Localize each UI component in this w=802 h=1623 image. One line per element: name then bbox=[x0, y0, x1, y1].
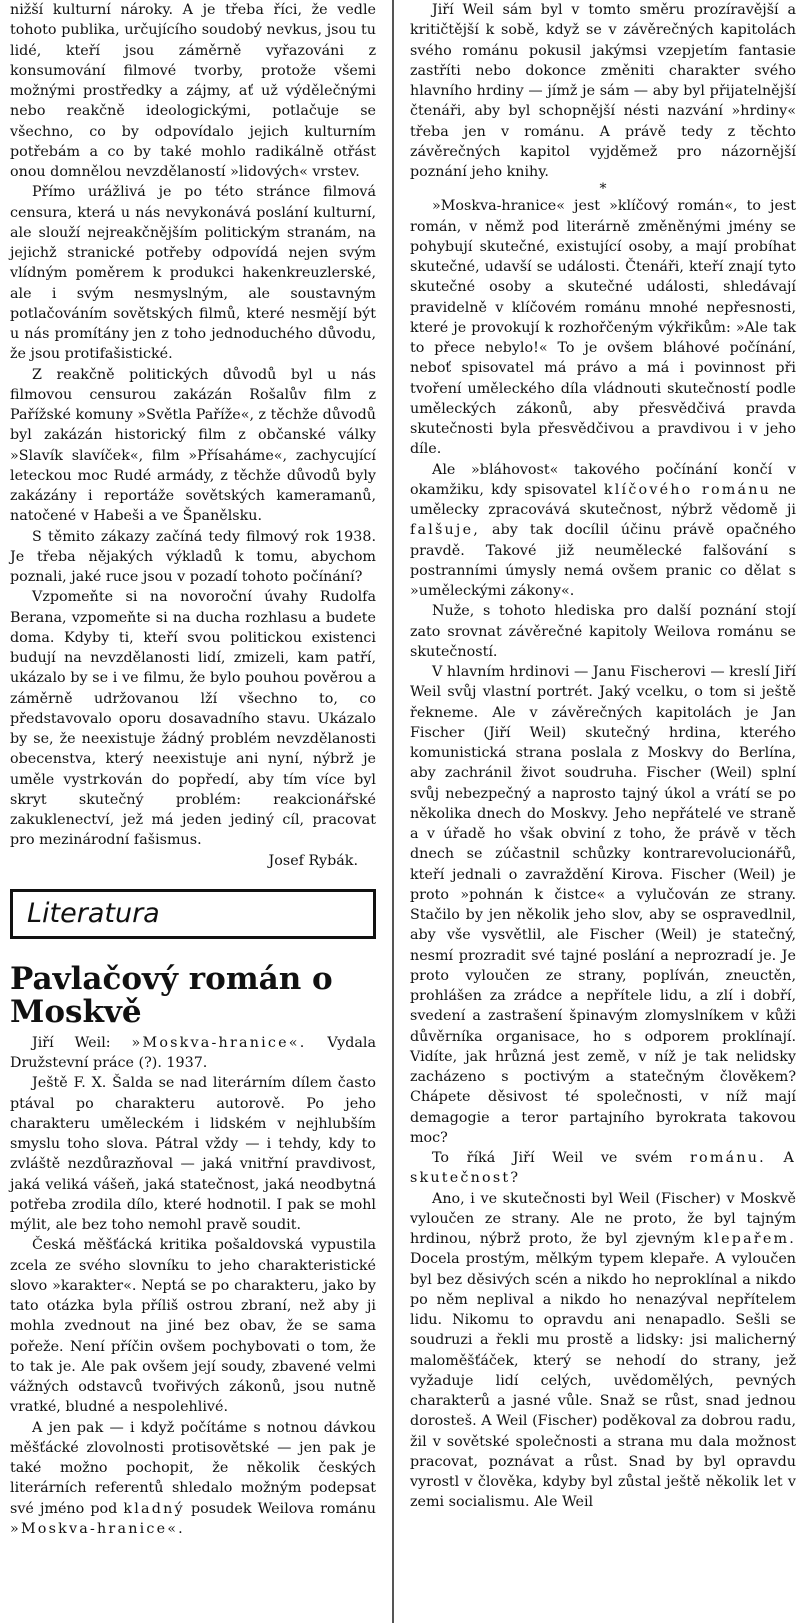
right-column bbox=[410, 0, 796, 1513]
paragraph: Přímo urážlivá je po této stránce filmová censura, která u nás nevykonává poslání kulturní, ale slouží nejreakčnějším politickým stranám, na jejichž stranické potřeby odpovídá nejen svým vlídným poměrem k produkci hakenkreuzlerské, ale i svým nesmyslným, ale soustavným potlačováním sovětských filmů, které nesmějí být u nás promítány jen z toho jednoduchého důvodu, že jsou protifašistické. bbox=[10, 184, 376, 363]
section-star: * bbox=[599, 181, 607, 198]
book-publisher: Vydala Družstevní práce (?). 1937. bbox=[10, 1034, 377, 1071]
paragraph: Česká měšťácká kritika pošaldovská vypustila zcela ze svého slovníku to jeho charakteristické slovo »karakter«. Neptá se po charakteru, jako by tato otázka byla příliš ostrou zbraní, než aby ji mohla zvednout na jiné bez obav, že se sama pořeže. Není příčin ovšem pochybovati o tom, že to tak je. Ale pak ovšem její soudy, zbavené velmi vážných odstavců tvořivých zákonů, jsou nutně vratké, bludné a nespolehlivé. bbox=[10, 1237, 376, 1416]
book-title: »Moskva-hranice«. bbox=[131, 1034, 307, 1051]
paragraph: Vzpomeňte si na novoroční úvahy Rudolfa Berana, vzpomeňte si na ducha rozhlasu a budete doma. Kdyby ti, kteří svou politickou existenci budují na nevzdělanosti lidí, zmizeli, kam patří, ukázalo by se i ve filmu, že bylo pouhou pověrou a záměrně udržovanou lží všechno to, co představovalo oporu dosavadního stavu. Ukázalo by se, že neexistuje žádný problém nevzdělanosti obecenstva, který neexistuje ani nyní, nýbrž je uměle vystrkován do popředí, aby tím více byl skryt skutečný problém: reakcionářské zakuklenectví, jež má jeden jediný cíl, pracovat pro mezinárodní fašismus. bbox=[10, 589, 376, 849]
paragraph: Nuže, s tohoto hlediska pro další poznání stojí zato srovnat závěrečné kapitoly Weilova románu se skutečností. bbox=[410, 603, 796, 660]
paragraph: Z reakčně politických důvodů byl u nás filmovou censurou zakázán Rošalův film z Pařížské komuny »Světla Paříže«, z těchže důvodů byl zakázán historický film z občanské války »Slavík slavíček«, film »Přísaháme«, zachycující leteckou moc Rudé armády, z těchže důvodů byly zakázány i reportáže sovětských kameramanů, natočené v Habeši a ve Španělsku. bbox=[10, 366, 376, 525]
section-label: Literatura bbox=[27, 897, 160, 929]
paragraph: »Moskva-hranice« jest »klíčový román«, to jest román, v němž pod literárně změněnými jmény se pohybují skutečné, existující osoby, a mají probíhat skutečné, udavší se události. Čtenáři, kteří znají tyto skutečné osoby a skutečné události, shledávají pravidelně v klíčovém románu mnohé nepřesnosti, které je provokují k rozhořčeným výkřikům: »Ale tak to přece nebylo!« To je ovšem bláhové počínání, neboť spisovatel má právo a má i povinnost při tvoření uměleckého díla vládnouti skutečností podle uměleckých zákonů, aby přesvědčivá pravda skutečnosti byla přesvědčivou a pravdivou i v jeho díle. bbox=[410, 198, 796, 458]
article-headline: Pavlačový román o Moskvě bbox=[10, 960, 333, 1030]
section-header-box bbox=[10, 889, 376, 939]
book-info bbox=[10, 1033, 376, 1074]
column-divider bbox=[392, 0, 394, 1623]
paragraph: S těmito zákazy začíná tedy filmový rok 1938. Je třeba nějakých výkladů k tomu, abychom poznali, jaké ruce jsou v pozadí tohoto počínání? bbox=[10, 528, 376, 585]
paragraph: Ještě F. X. Šalda se nad literárním dílem často ptával po charakteru autorově. Po jeho charakteru uměleckém i lidském v nejhlubším smyslu toho slova. Pátral vždy — i tehdy, kdy to zvláště nezdůrazňoval — jaká vnitřní pravdivost, jaká veliká vášeň, jaká statečnost, jaká neodbytná potřeba zrodila dílo, které hodnotil. I pak se mohl mýlit, ale bez toho nemohl pravě soudit. bbox=[10, 1075, 376, 1233]
paragraph: V hlavním hrdinovi — Janu Fischerovi — kreslí Jiří Weil svůj vlastní portrét. Jaký vcelku, o tom si ještě řekneme. Ale v závěrečných kapitolách je Jan Fischer (Jiří Weil) skutečný hrdina, kterého komunistická strana poslala z Moskvy do Berlína, aby zachránil život soudruha. Fischer (Weil) splní svůj nebezpečný a naprosto tajný úkol a vrátí se po několika dnech do Moskvy. Jeho nepřátelé ve straně a v úřadě ho však obviní z toho, že právě v těch dnech se zúčastnil schůzky kontrarevolucionářů, kteří jednali o zavraždění Kirova. Fischer (Weil) je proto »pohnán k čistce« a vylučován ze strany. Stačilo by jen několik jeho slov, aby se ospravedlnil, aby vše vysvětlil, ale Fischer (Weil) je statečný, nesmí prozradit své tajné poslání a neprozradí je. Je proto vyloučen ze strany, poplíván, zneuctěn, prohlášen za zrádce a nepřítele lidu, a zlí i dobří, svedení a zastrašení špinavým zlomyslníkem v kůži důvěrníka organisace, ho s odporem proklínají. Vidíte, jak hrůzná jest země, v níž je tak nelidsky zacházeno s poctivým a statečným člověkem? Chápete děsivost té společnosti, v níž mají demagogie a teror partajního byrokrata takovou moc? bbox=[410, 664, 796, 1146]
signature: Josef Rybák. bbox=[268, 852, 358, 869]
book-author: Jiří Weil: bbox=[32, 1034, 111, 1051]
paragraph: Jiří Weil sám byl v tomto směru prozíravější a kritičtější k sobě, když se v závěrečných kapitolách svého románu pokusil jakýmsi vzepjetím fantasie zastříti nebo dokonce změniti charakter svého hlavního hrdiny — jímž je sám — aby byl přijatelnější čtenáři, aby byl schopnější nésti nazvání »hrdiny« třeba jen v románu. A právě tedy z těchto závěrečných kapitol vyjděmež pro názornější poznání jeho knihy. bbox=[410, 2, 796, 180]
left-column bbox=[10, 0, 376, 1539]
paragraph: Ano, i ve skutečnosti byl Weil (Fischer) v Moskvě vyloučen ze strany. Ale ne proto, že byl tajným hrdinou, nýbrž proto, že byl zjevným klepařem. Docela prostým, mělkým typem klepaře. A vyloučen byl bez děsivých scén a nikdo ho neproklínal a nikdo po něm neplival a nikdo ho nenazýval nepřítelem lidu. Nikomu to opravdu ani nenapadlo. Sešli se soudruzi a řekli mu prostě a lidsky: jsi malicherný maloměšťáček, který se nehodí do strany, jež vyžaduje lidí celých, uvědomělých, pevných charakterů a jasné vůle. Snaž se růst, snad jednou dorosteš. A Weil (Fischer) poděkoval za dobrou radu, žil v sovětské společnosti a strana mu dala možnost pracovat, poznávat a růst. Snad by byl opravdu vyrostl v člověka, kdyby byl zůstal ještě několik let v zemi socialismu. Ale Weil bbox=[410, 1190, 797, 1511]
paragraph: To říká Jiří Weil ve svém románu. A skutečnost? bbox=[410, 1150, 796, 1187]
paragraph: A jen pak — i když počítáme s notnou dávkou měšťácké zlovolnosti protisovětské — jen pak je také možno pochopit, že několik českých literárních referentů shledalo možným podepsat své jméno pod kladný posudek Weilova románu »Moskva-hranice«. bbox=[10, 1419, 377, 1537]
paragraph: nižší kulturní nároky. A je třeba říci, že vedle tohoto publika, určujícího soudobý nevkus, jsou tu lidé, kteří jsou záměrně vyřazováni z konsumování filmové tvorby, protože všemi možnými prostředky a zájmy, ať už výdělečnými nebo reakčně ideologickými, potlačuje se všechno, co by odpovídalo jejich kulturním potřebám a co by také mohlo radikálně otřást onou domnělou nevzdělaností »lidových« vrstev. bbox=[10, 2, 376, 180]
paragraph: Ale »bláhovost« takového počínání končí v okamžiku, kdy spisovatel klíčového románu ne umělecky zpracovává skutečnost, nýbrž vědomě ji falšuje, aby tak docílil účinu právě opačného pravdě. Takové již neumělecké falšování s postranními úmysly nemá ovšem pranic co dělat s »uměleckými zákony«. bbox=[410, 461, 796, 599]
